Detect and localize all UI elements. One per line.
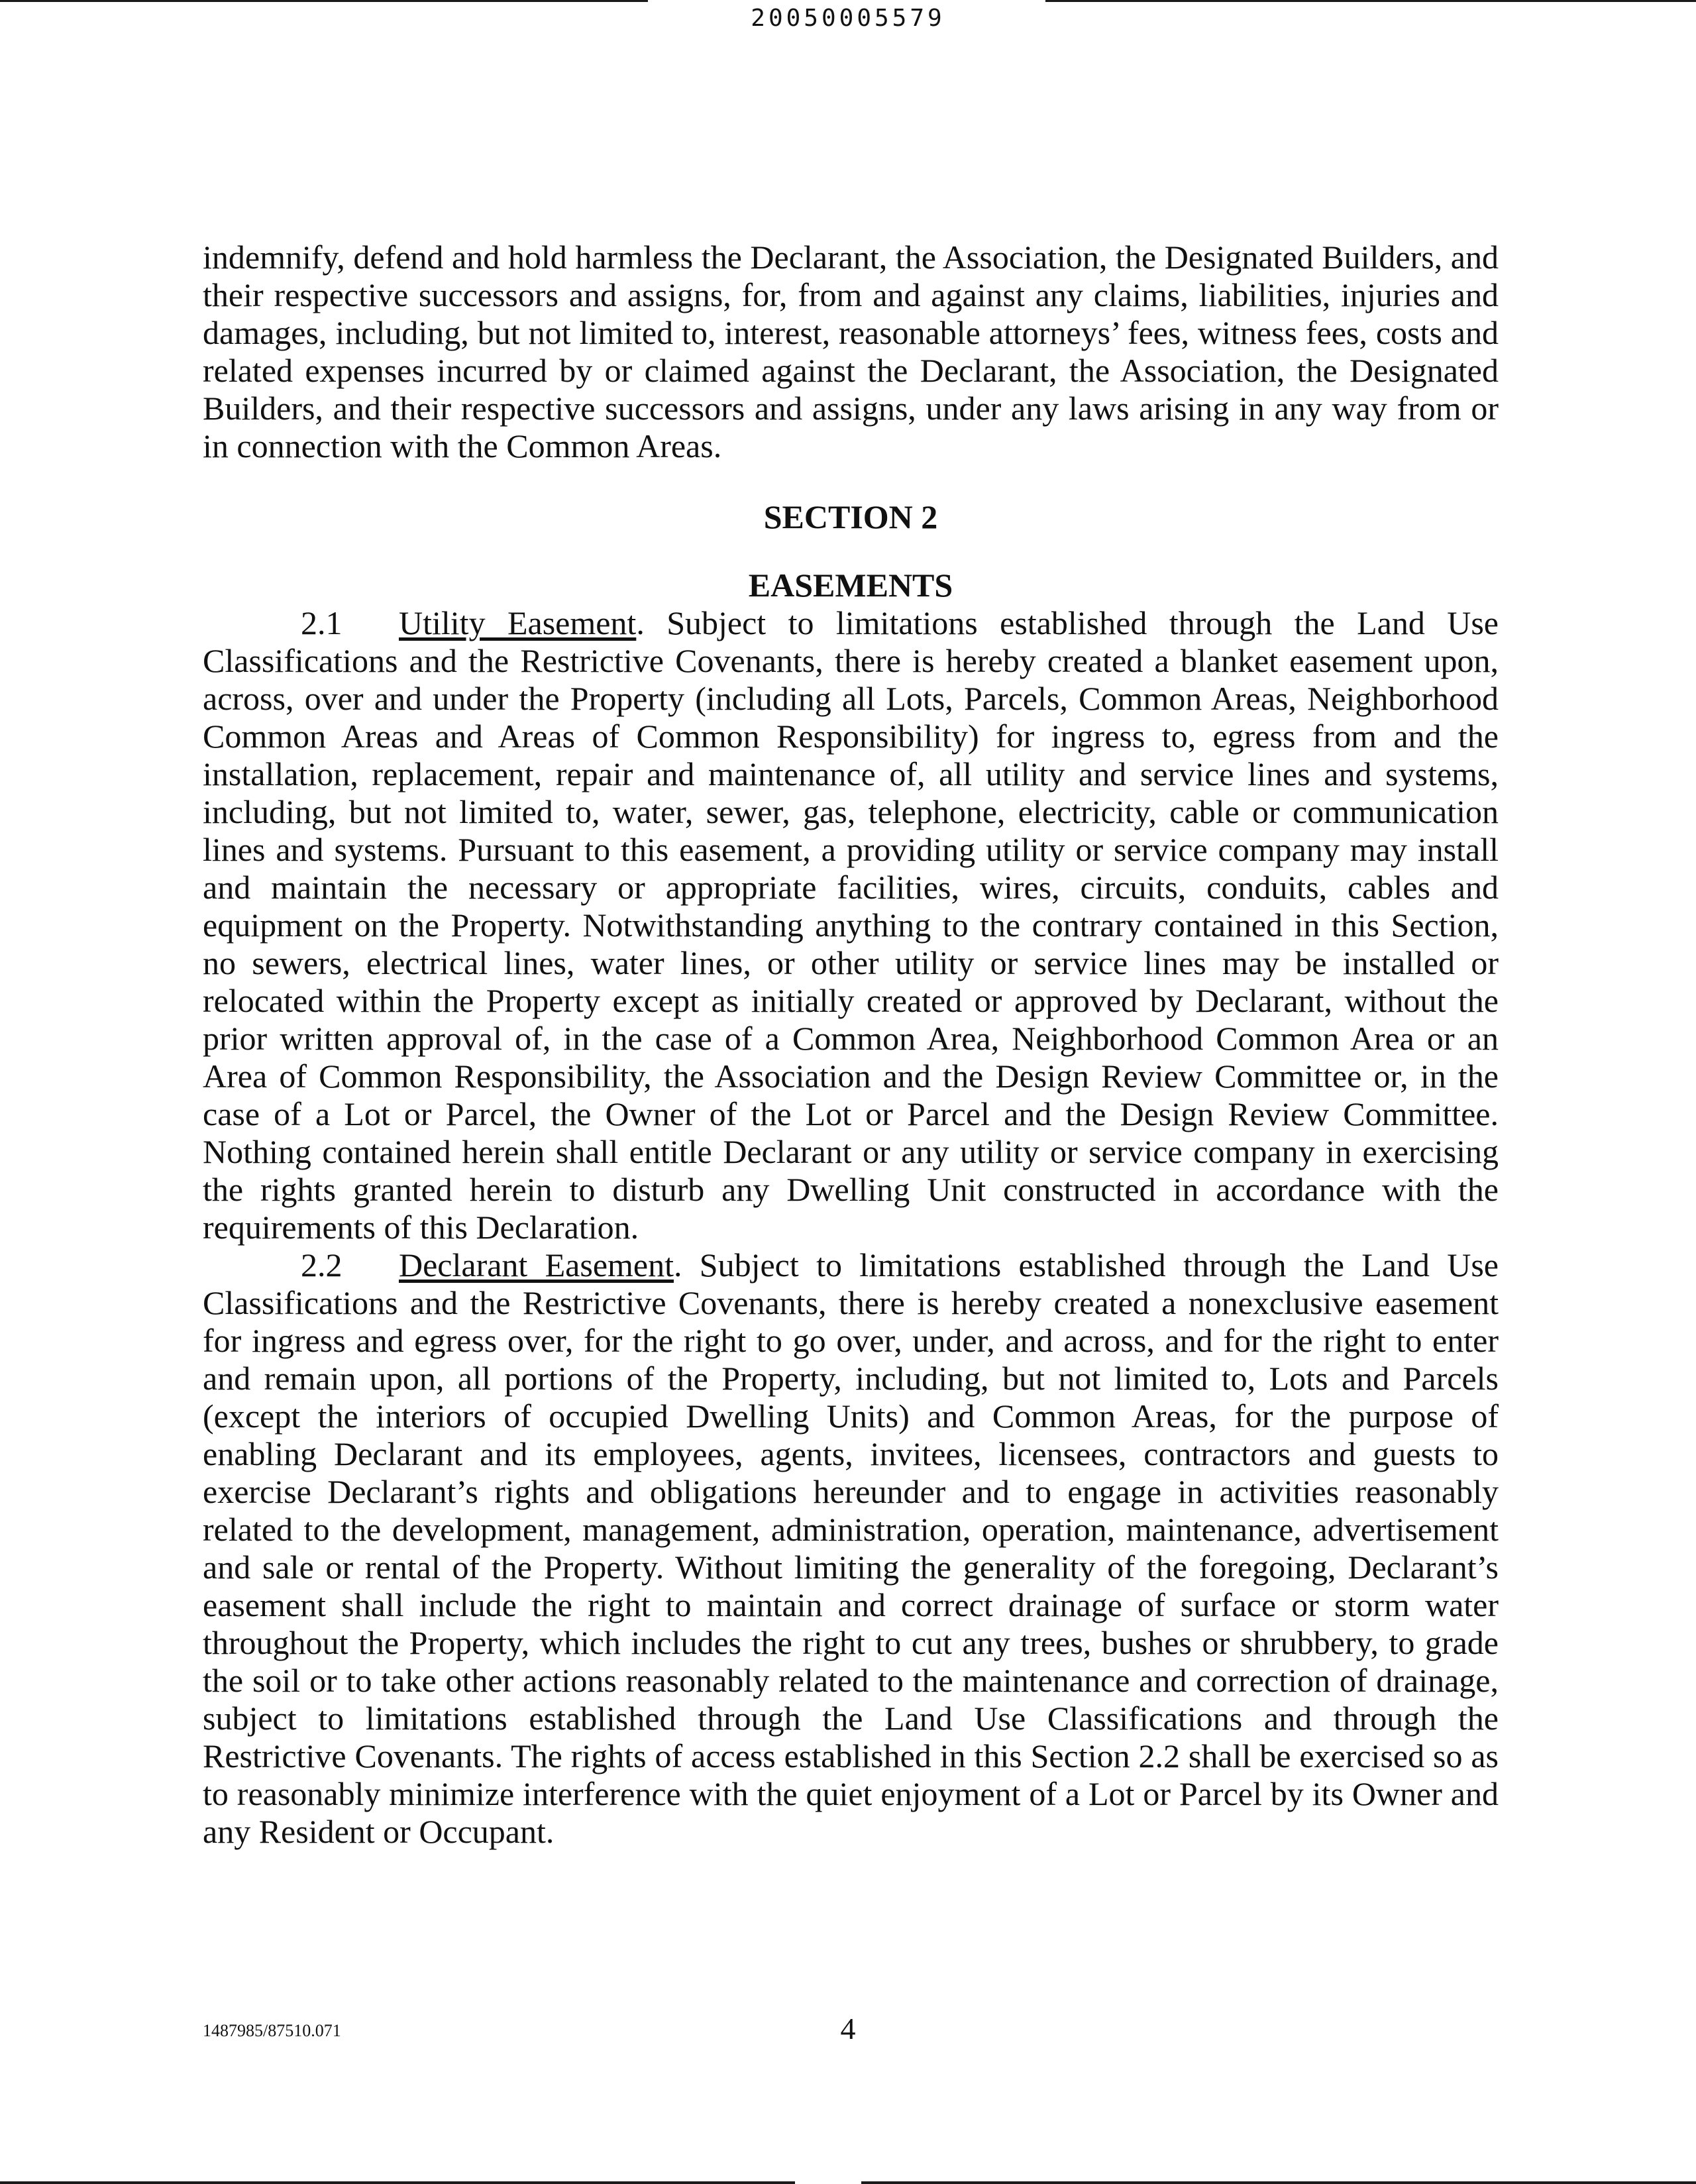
page-number: 4 <box>840 2012 856 2046</box>
top-border-left <box>0 0 648 2</box>
subsection-title: Declarant Easement <box>399 1246 674 1283</box>
page-body <box>203 239 1499 1851</box>
bottom-border-right <box>861 2181 1696 2184</box>
subsection-number: 2.2 <box>301 1246 343 1283</box>
subsection-number: 2.1 <box>301 604 343 641</box>
top-border-right <box>1045 0 1696 2</box>
bottom-border-left <box>0 2181 795 2184</box>
subsection-utility-easement <box>203 604 1499 1246</box>
section-title: EASEMENTS <box>748 567 953 604</box>
continuation-paragraph: indemnify, defend and hold harmless the Declarant, the Association, the Designated Builders, and their respective successors and assigns, for, from and against any claims, liabilities, injuries and damages, including, but not limited to, interest, reasonable attorneys’ fees, witness fees, costs and related expenses incurred by or claimed against the Declarant, the Association, the Designated Builders, and their respective successors and assigns, under any laws arising in any way from or in connection with the Common Areas. <box>203 239 1499 464</box>
subsection-text: . Subject to limitations established through the Land Use Classifications and the Restrictive Covenants, there is hereby created a nonexclusive easement for ingress and egress over, for the right to go over, under, and across, and for the right to enter and remain upon, all portions of the Property, including, but not limited to, Lots and Parcels (except the interiors of occupied Dwelling Units) and Common Areas, for the purpose of enabling Declarant and its employees, agents, invitees, licensees, contractors and guests to exercise Declarant’s rights and obligations hereunder and to engage in activities reasonably related to the development, management, administration, operation, maintenance, advertisement and sale or rental of the Property. Without limiting the generality of the foregoing, Declarant’s easement shall include the right to maintain and correct drainage of surface or storm water throughout the Property, which includes the right to cut any trees, bushes or shrubbery, to grade the soil or to take other actions reasonably related to the maintenance and correction of drainage, subject to limitations established through the Land Use Classifications and through the Restrictive Covenants. The rights of access established in this Section 2.2 shall be exercised so as to reasonably minimize interference with the quiet enjoyment of a Lot or Parcel by its Owner and any Resident or Occupant. <box>203 1246 1499 1850</box>
document-number: 20050005579 <box>751 5 945 32</box>
section-number-heading: SECTION 2 <box>763 498 938 535</box>
footer-document-id: 1487985/87510.071 <box>203 2021 341 2040</box>
subsection-title: Utility Easement <box>399 604 637 641</box>
subsection-text: . Subject to limitations established through the Land Use Classifications and the Restrictive Covenants, there is hereby created a blanket easement upon, across, over and under the Property (including all Lots, Parcels, Common Areas, Neighborhood Common Areas and Areas of Common Responsibility) for ingress to, egress from and the installation, replacement, repair and maintenance of, all utility and service lines and systems, including, but not limited to, water, sewer, gas, telephone, electricity, cable or communication lines and systems. Pursuant to this easement, a providing utility or service company may install and maintain the necessary or appropriate facilities, wires, circuits, conduits, cables and equipment on the Property. Notwithstanding anything to the contrary contained in this Section, no sewers, electrical lines, water lines, or other utility or service lines may be installed or relocated within the Property except as initially created or approved by Declarant, without the prior written approval of, in the case of a Common Area, Neighborhood Common Area or an Area of Common Responsibility, the Association and the Design Review Committee or, in the case of a Lot or Parcel, the Owner of the Lot or Parcel and the Design Review Committee. Nothing contained herein shall entitle Declarant or any utility or service company in exercising the rights granted herein to disturb any Dwelling Unit constructed in accordance with the requirements of this Declaration. <box>203 604 1499 1246</box>
subsection-declarant-easement <box>203 1246 1499 1851</box>
